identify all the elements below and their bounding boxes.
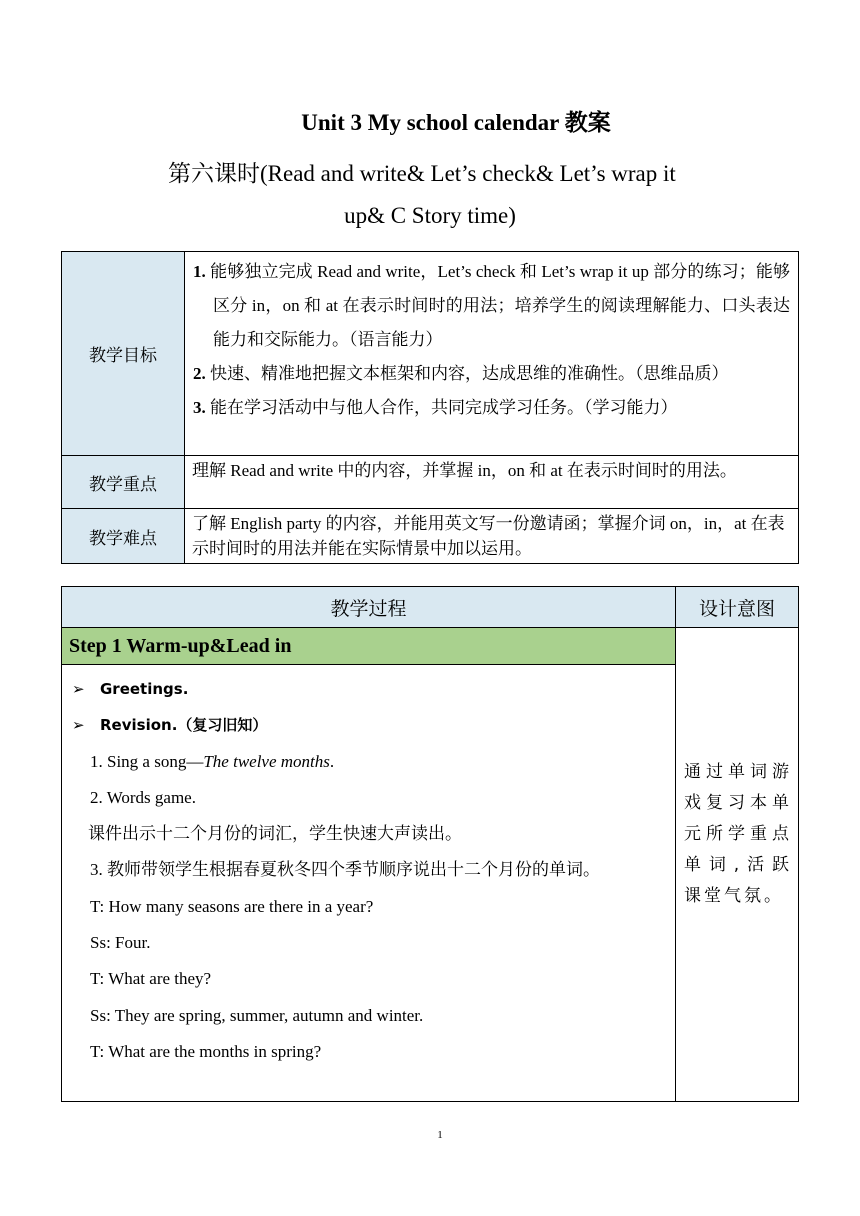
activity-line-1: 1. Sing a song—The twelve months. [90,751,335,771]
bullet-greetings: ➢ Greetings. [64,671,667,707]
page-number: 1 [437,1129,443,1141]
bullet-revision: ➢ Revision.（复习旧知） [64,707,667,743]
goal-item-3: 3. 能在学习活动中与他人合作，共同完成学习任务。（学习能力） [193,398,678,417]
step1-body [62,665,676,1102]
process-header-row [62,587,799,628]
process-header: 教学过程 [62,587,676,628]
activity-line-4: 3. 教师带领学生根据春夏秋冬四个季节顺序说出十二个月份的单词。 [90,860,600,880]
document-subtitle-line1: 第六课时(Read and write& Let’s check& Let’s wrap it [168,161,676,186]
difficulties-content: 了解 English party 的内容，并能用英文写一份邀请函；掌握介词 on，in，at 在表示时间时的用法并能在实际情景中加以运用。 [185,509,799,564]
step1-heading: Step 1 Warm-up&Lead in [62,628,676,665]
intent-header: 设计意图 [676,587,799,628]
difficulties-label: 教学难点 [62,509,185,564]
document-subtitle-line2: up& C Story time) [344,203,516,228]
dialogue-line-5: T: What are the months in spring? [90,1041,322,1061]
intent-text: 通过单词游戏复习本单元所学重点单词,活跃课堂气氛。 [684,762,792,906]
dialogue-line-3: T: What are they? [90,969,212,989]
step1-row [62,628,799,665]
arrow-bullet-icon: ➢ [72,680,85,698]
key-points-content: 理解 Read and write 中的内容，并掌握 in，on 和 at 在表示时间时的用法。 [185,456,799,509]
process-table [61,586,799,1102]
goal-item-1: 1. 能够独立完成 Read and write，Let’s check 和 Let’s wrap it up 部分的练习；能够区分 in，on 和 at 在表示时间时的用法；培养学生的阅读理解能力、口头表达能力和交际能力。（语言能力） [193,262,790,349]
objectives-table [61,251,799,564]
dialogue-line-4: Ss: They are spring, summer, autumn and winter. [90,1005,424,1025]
activity-line-3: 课件出示十二个月份的词汇，学生快速大声读出。 [88,824,462,844]
activity-line-2: 2. Words game. [90,787,196,807]
difficulties-row [62,509,799,564]
goal-item-2: 2. 快速、精准地把握文本框架和内容，达成思维的准确性。（思维品质） [193,364,729,383]
key-points-row [62,456,799,509]
dialogue-line-1: T: How many seasons are there in a year? [90,896,374,916]
document-title: Unit 3 My school calendar 教案 [301,110,611,135]
song-title: The twelve months [203,751,330,771]
goals-label: 教学目标 [62,252,185,456]
dialogue-line-2: Ss: Four. [90,933,151,953]
goals-row [62,252,799,456]
goals-content [185,252,799,456]
key-points-label: 教学重点 [62,456,185,509]
intent-cell [676,628,799,1102]
arrow-bullet-icon: ➢ [72,716,85,735]
